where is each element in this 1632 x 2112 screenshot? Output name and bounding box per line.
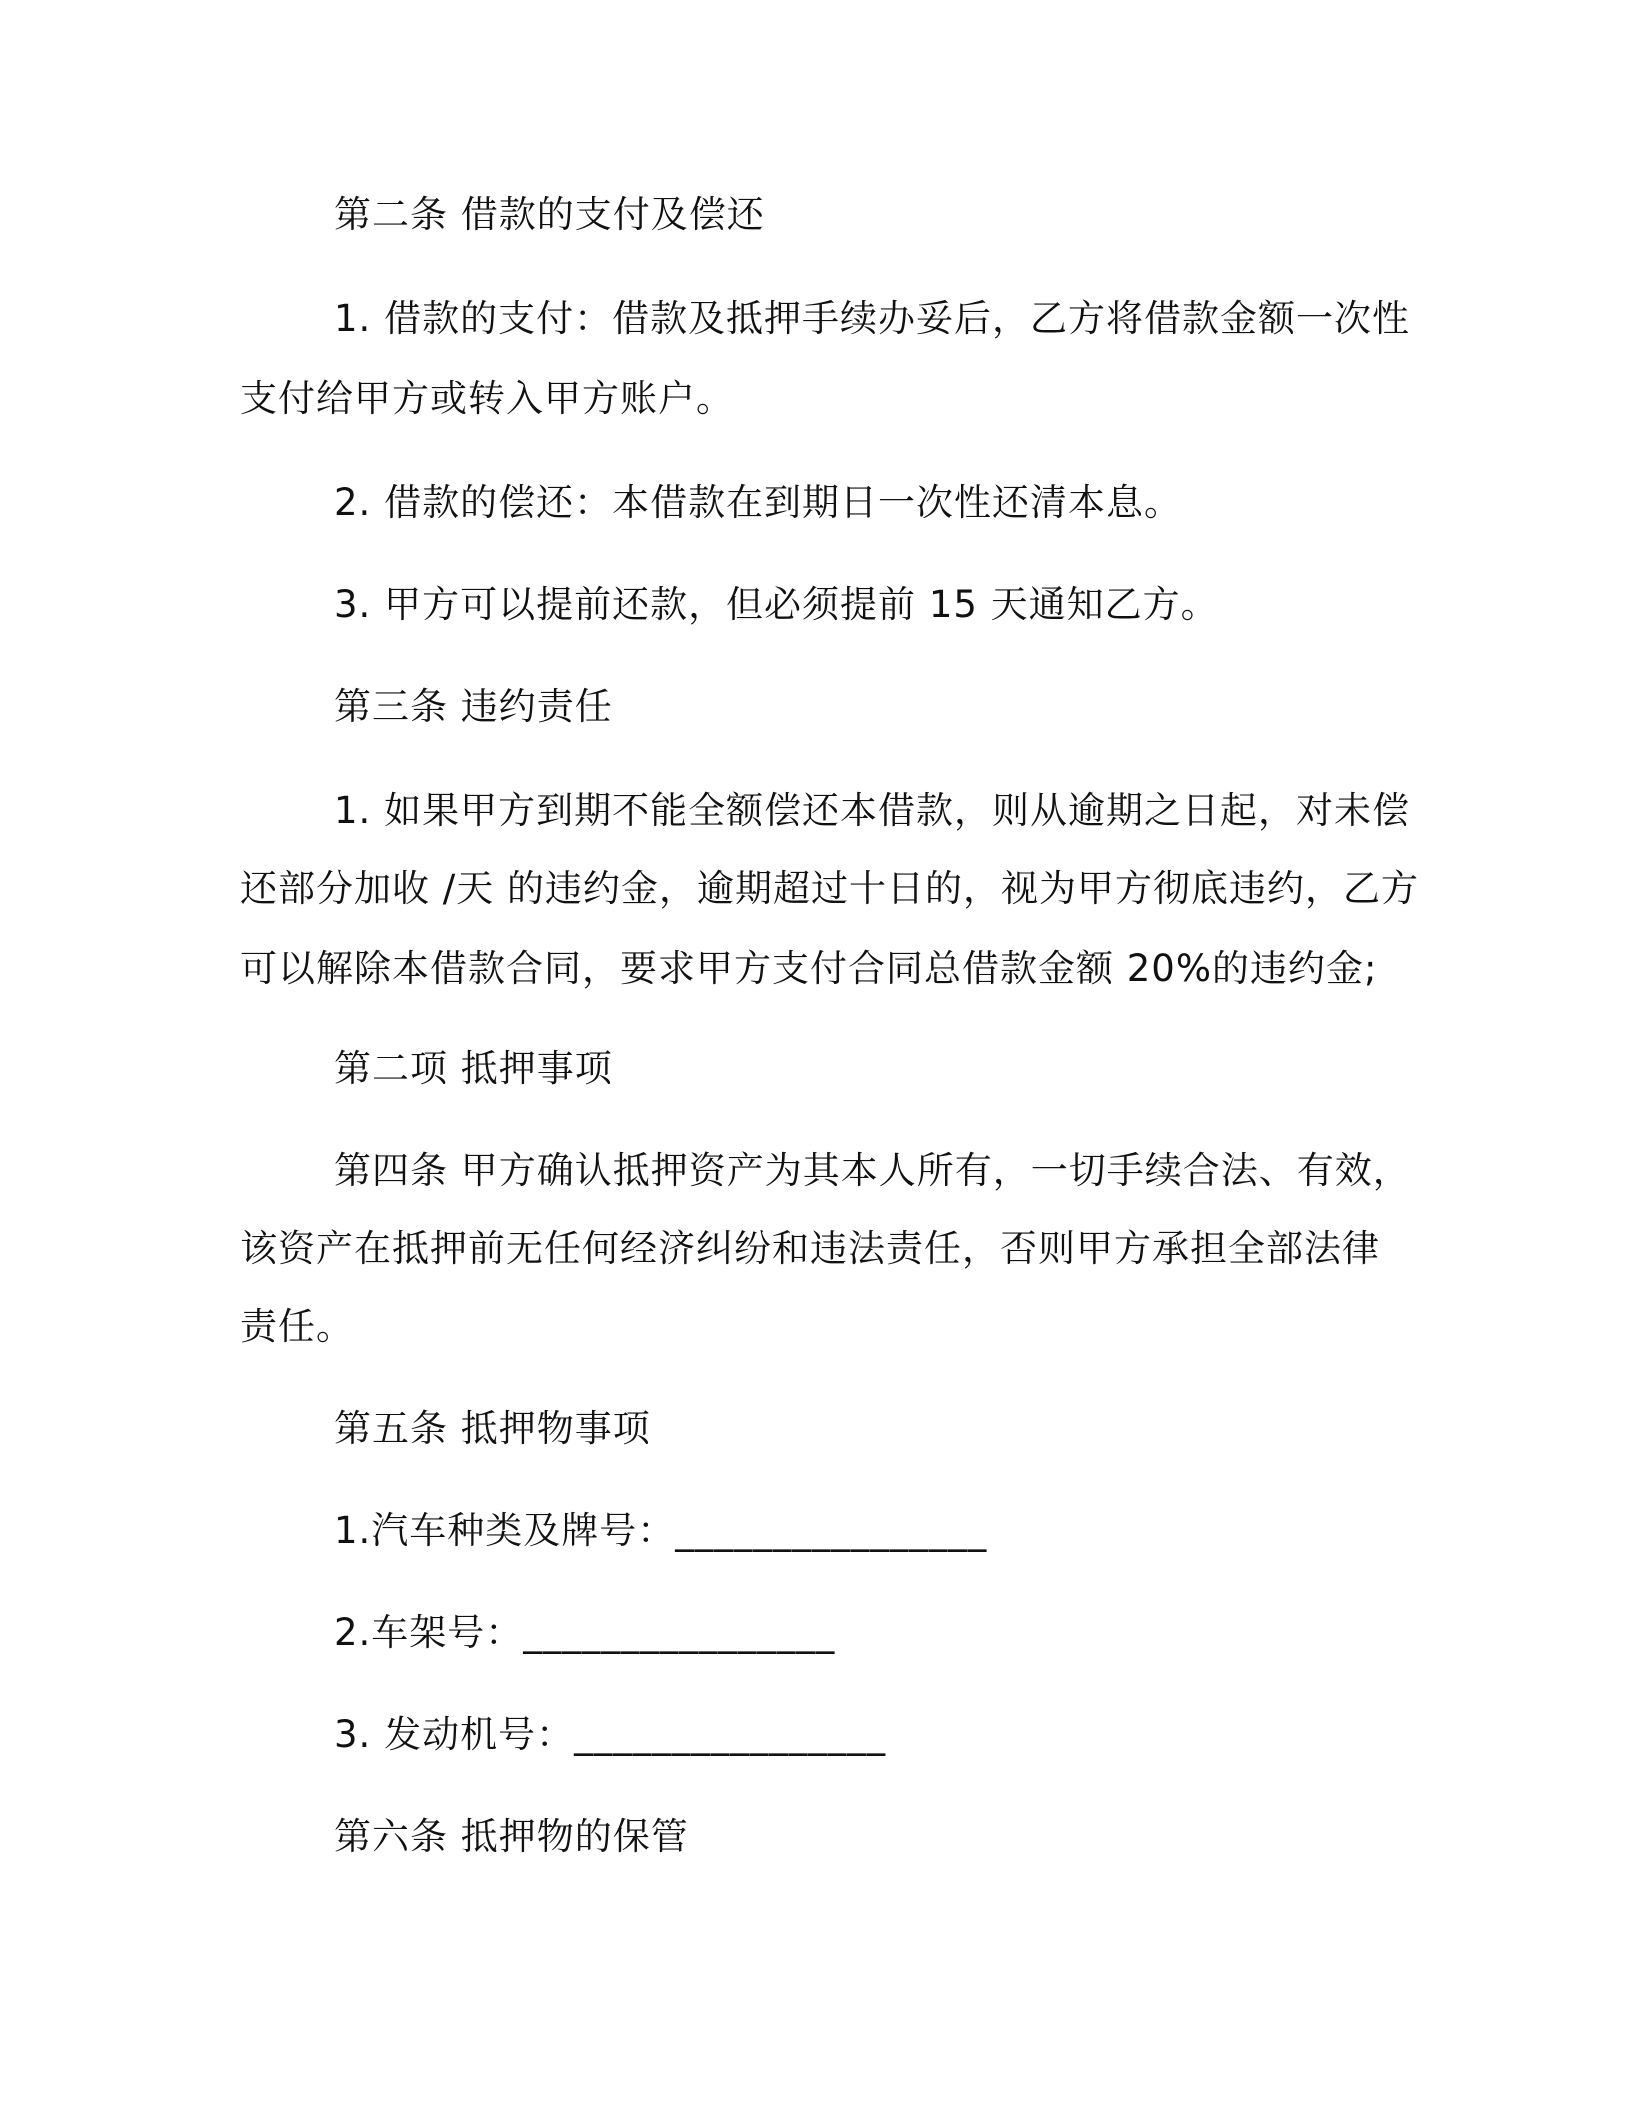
- article-2-heading: 第二条 借款的支付及偿还: [334, 193, 765, 236]
- article-3-item-1-line-2: 还部分加收 /天 的违约金，逾期超过十日的，视为甲方彻底违约，乙方: [240, 867, 1419, 910]
- article-2-item-1-line-2: 支付给甲方或转入甲方账户。: [240, 377, 734, 420]
- article-5-item-2: 2.车架号：________________: [334, 1611, 836, 1654]
- article-5-item-3: 3. 发动机号：________________: [334, 1713, 887, 1756]
- article-3-heading: 第三条 违约责任: [334, 685, 613, 728]
- article-3-item-1-line-1: 1. 如果甲方到期不能全额偿还本借款，则从逾期之日起，对未偿: [334, 789, 1411, 832]
- article-6-heading: 第六条 抵押物的保管: [334, 1815, 689, 1858]
- article-4-line-3: 责任。: [240, 1305, 354, 1348]
- article-4-line-1: 第四条 甲方确认抵押资产为其本人所有，一切手续合法、有效，: [334, 1149, 1411, 1192]
- article-2-item-2: 2. 借款的偿还：本借款在到期日一次性还清本息。: [334, 481, 1183, 524]
- article-3-item-1-line-3: 可以解除本借款合同，要求甲方支付合同总借款金额 20%的违约金;: [240, 947, 1378, 990]
- article-5-heading: 第五条 抵押物事项: [334, 1407, 651, 1450]
- article-2-item-3: 3. 甲方可以提前还款，但必须提前 15 天通知乙方。: [334, 583, 1219, 626]
- section-2-heading: 第二项 抵押事项: [334, 1047, 613, 1090]
- article-2-item-1-line-1: 1. 借款的支付：借款及抵押手续办妥后，乙方将借款金额一次性: [334, 297, 1411, 340]
- article-5-item-1: 1.汽车种类及牌号：________________: [334, 1509, 988, 1552]
- article-4-line-2: 该资产在抵押前无任何经济纠纷和违法责任，否则甲方承担全部法律: [240, 1227, 1380, 1270]
